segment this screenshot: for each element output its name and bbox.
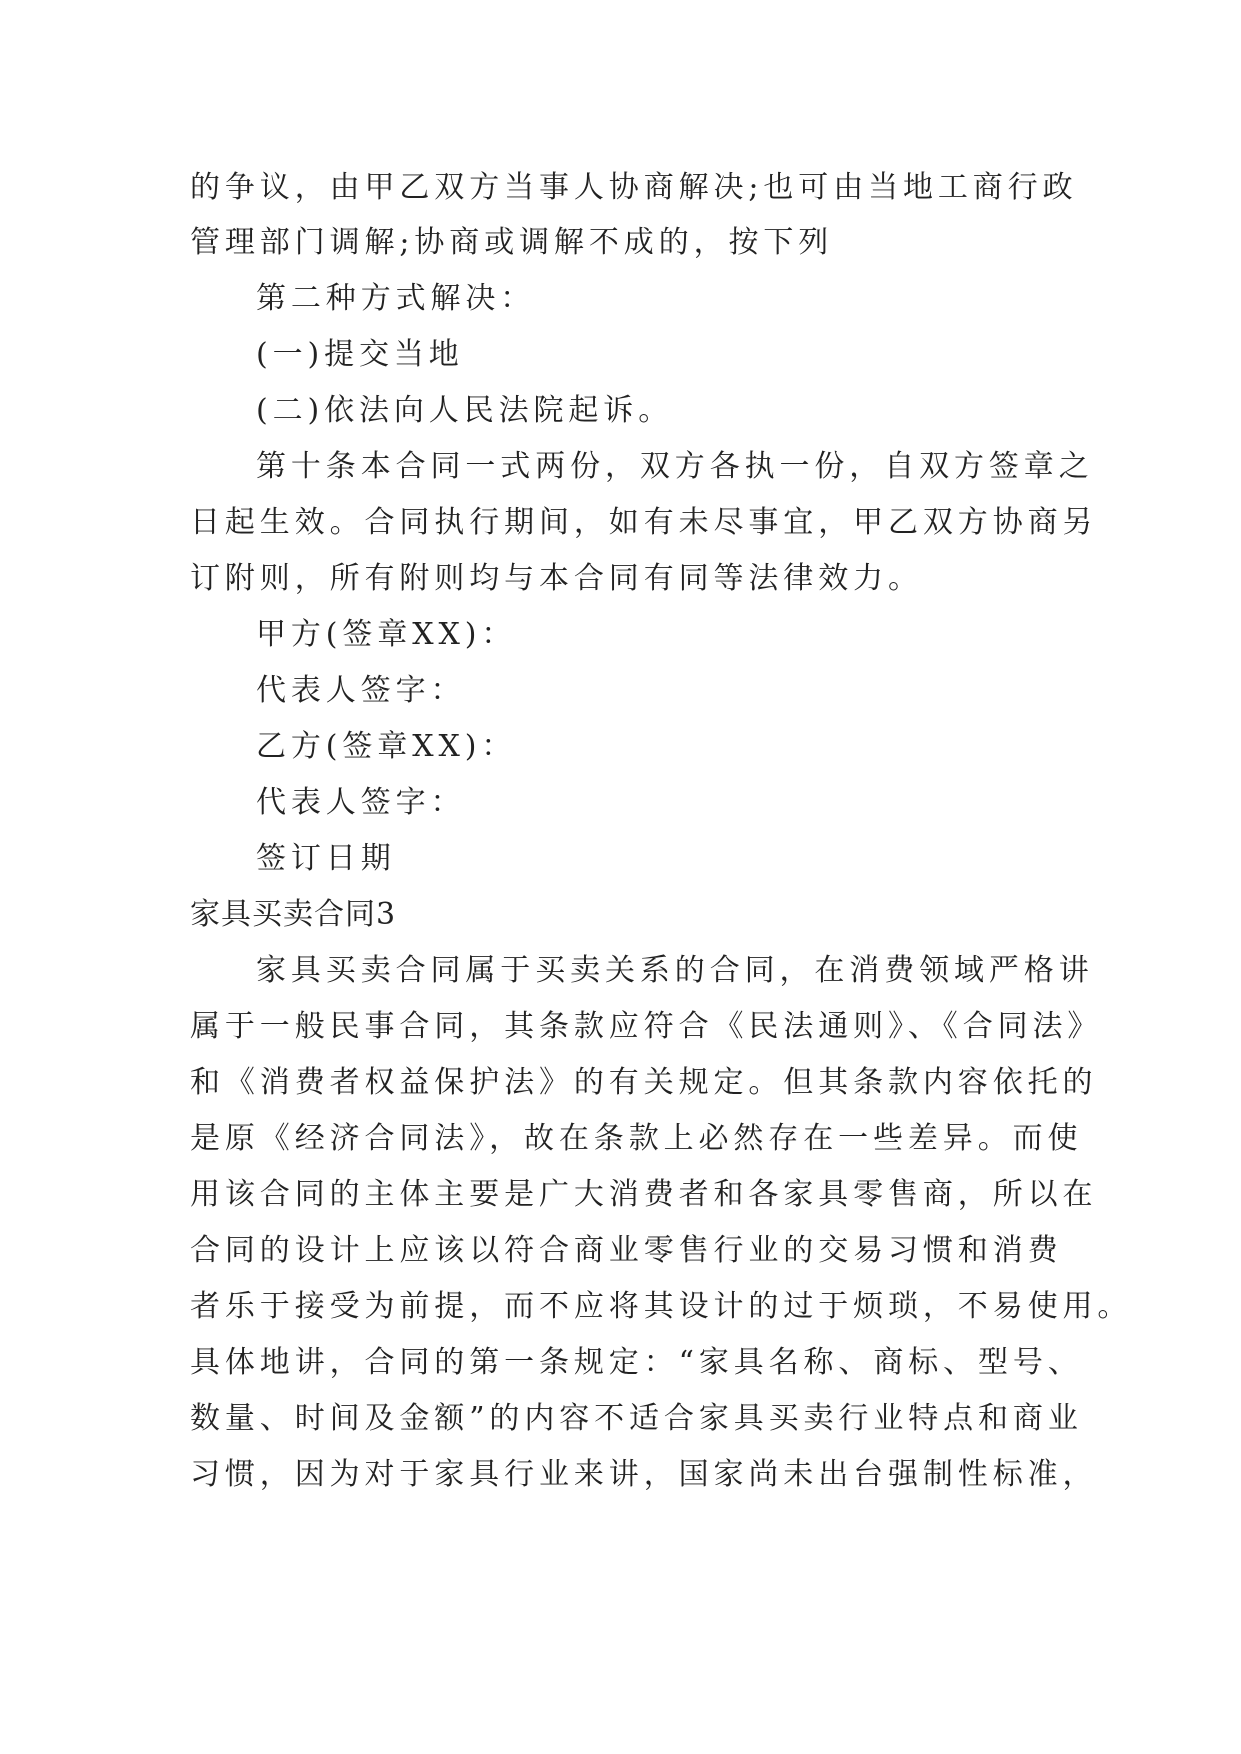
paragraph-line: 用该合同的主体主要是广大消费者和各家具零售商，所以在 xyxy=(190,1177,1098,1212)
paragraph-line: 家具买卖合同属于买卖关系的合同，在消费领域严格讲 xyxy=(256,953,1094,988)
paragraph-line: 订附则，所有附则均与本合同有同等法律效力。 xyxy=(190,561,923,596)
representative-signature: 代表人签字： xyxy=(256,673,466,708)
paragraph-line: 日起生效。合同执行期间，如有未尽事宜，甲乙双方协商另 xyxy=(190,505,1098,540)
paragraph-line: 具体地讲，合同的第一条规定：“家具名称、商标、型号、 xyxy=(190,1345,1083,1380)
paragraph-line: 的争议，由甲乙双方当事人协商解决;也可由当地工商行政 xyxy=(190,170,1078,205)
paragraph-line: 管理部门调解;协商或调解不成的，按下列 xyxy=(190,225,834,260)
paragraph-line: 和《消费者权益保护法》的有关规定。但其条款内容依托的 xyxy=(190,1065,1098,1100)
signature-party-a: 甲方(签章XX)： xyxy=(256,617,517,652)
list-item: (二)依法向人民法院起诉。 xyxy=(256,393,674,428)
list-item: (一)提交当地 xyxy=(256,337,464,372)
representative-signature: 代表人签字： xyxy=(256,785,466,820)
paragraph-line: 第十条本合同一式两份，双方各执一份，自双方签章之 xyxy=(256,449,1094,484)
paragraph-line: 第二种方式解决： xyxy=(256,281,536,316)
paragraph-line: 数量、时间及金额”的内容不适合家具买卖行业特点和商业 xyxy=(190,1401,1083,1436)
paragraph-line: 习惯，因为对于家具行业来讲，国家尚未出台强制性标准， xyxy=(190,1457,1098,1492)
paragraph-line: 属于一般民事合同，其条款应符合《民法通则》、《合同法》 xyxy=(190,1009,1103,1044)
section-title: 家具买卖合同3 xyxy=(190,897,397,932)
paragraph-line: 合同的设计上应该以符合商业零售行业的交易习惯和消费 xyxy=(190,1233,1063,1268)
signature-party-b: 乙方(签章XX)： xyxy=(256,729,517,764)
paragraph-line: 是原《经济合同法》，故在条款上必然存在一些差异。而使 xyxy=(190,1121,1083,1156)
paragraph-line: 者乐于接受为前提，而不应将其设计的过于烦琐，不易使用。 xyxy=(190,1289,1133,1324)
signing-date: 签订日期 xyxy=(256,841,396,876)
